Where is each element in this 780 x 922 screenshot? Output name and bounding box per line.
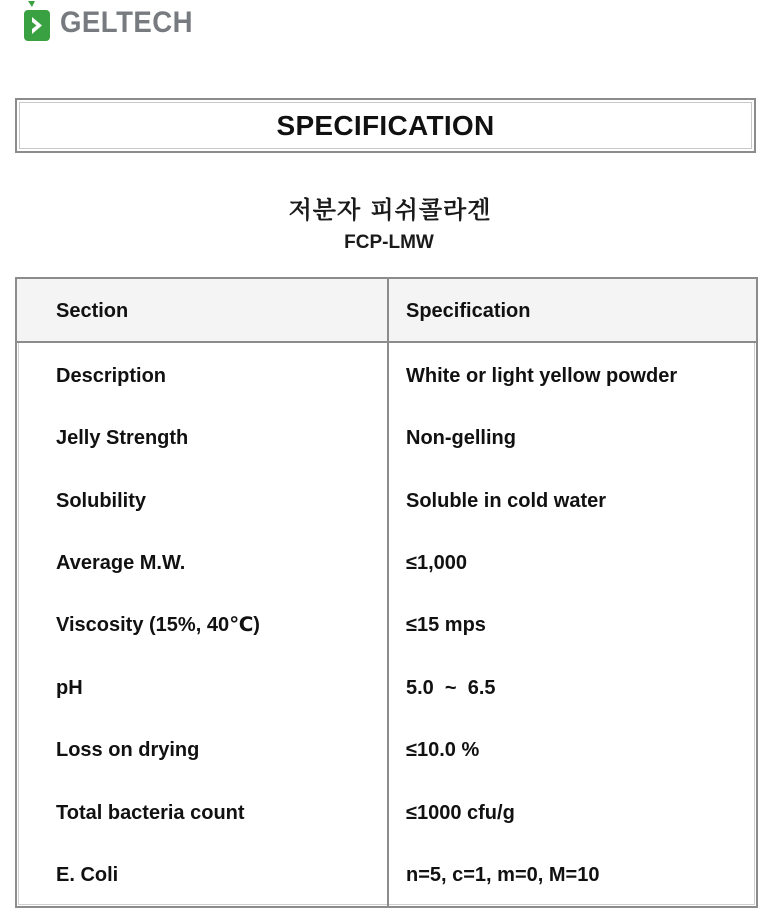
header-section: Section: [56, 300, 129, 322]
row-specification: Non-gelling: [406, 427, 516, 449]
column-divider: [387, 279, 389, 906]
row-section: E. Coli: [56, 864, 119, 886]
row-section: Solubility: [56, 490, 146, 512]
page-title: SPECIFICATION: [276, 109, 495, 141]
product-code: FCP-LMW: [344, 232, 434, 253]
row-section: Jelly Strength: [56, 427, 189, 449]
row-specification: ≤1000 cfu/g: [406, 802, 515, 824]
row-specification: White or light yellow powder: [406, 365, 678, 387]
title-box: [15, 98, 756, 153]
row-section: Average M.W.: [56, 552, 186, 574]
product-name-korean: 저분자 피쉬콜라겐: [288, 196, 492, 224]
row-specification: ≤1,000: [406, 552, 468, 574]
row-section: Total bacteria count: [56, 802, 245, 824]
row-specification: ≤15 mps: [406, 614, 486, 636]
brand-logo: [24, 0, 205, 42]
row-specification: Soluble in cold water: [406, 490, 607, 512]
row-specification: 5.0 ~ 6.5: [406, 677, 496, 699]
row-section: Loss on drying: [56, 739, 200, 761]
header-specification: Specification: [406, 300, 531, 322]
geltech-logo-icon: [24, 1, 50, 41]
spec-table: [15, 277, 758, 908]
row-specification: n=5, c=1, m=0, M=10: [406, 864, 600, 886]
brand-name: GELTECH: [60, 6, 194, 39]
row-section: Viscosity (15%, 40℃): [56, 614, 260, 636]
row-section: pH: [56, 677, 83, 699]
row-specification: ≤10.0 %: [406, 739, 480, 761]
row-section: Description: [56, 365, 167, 387]
